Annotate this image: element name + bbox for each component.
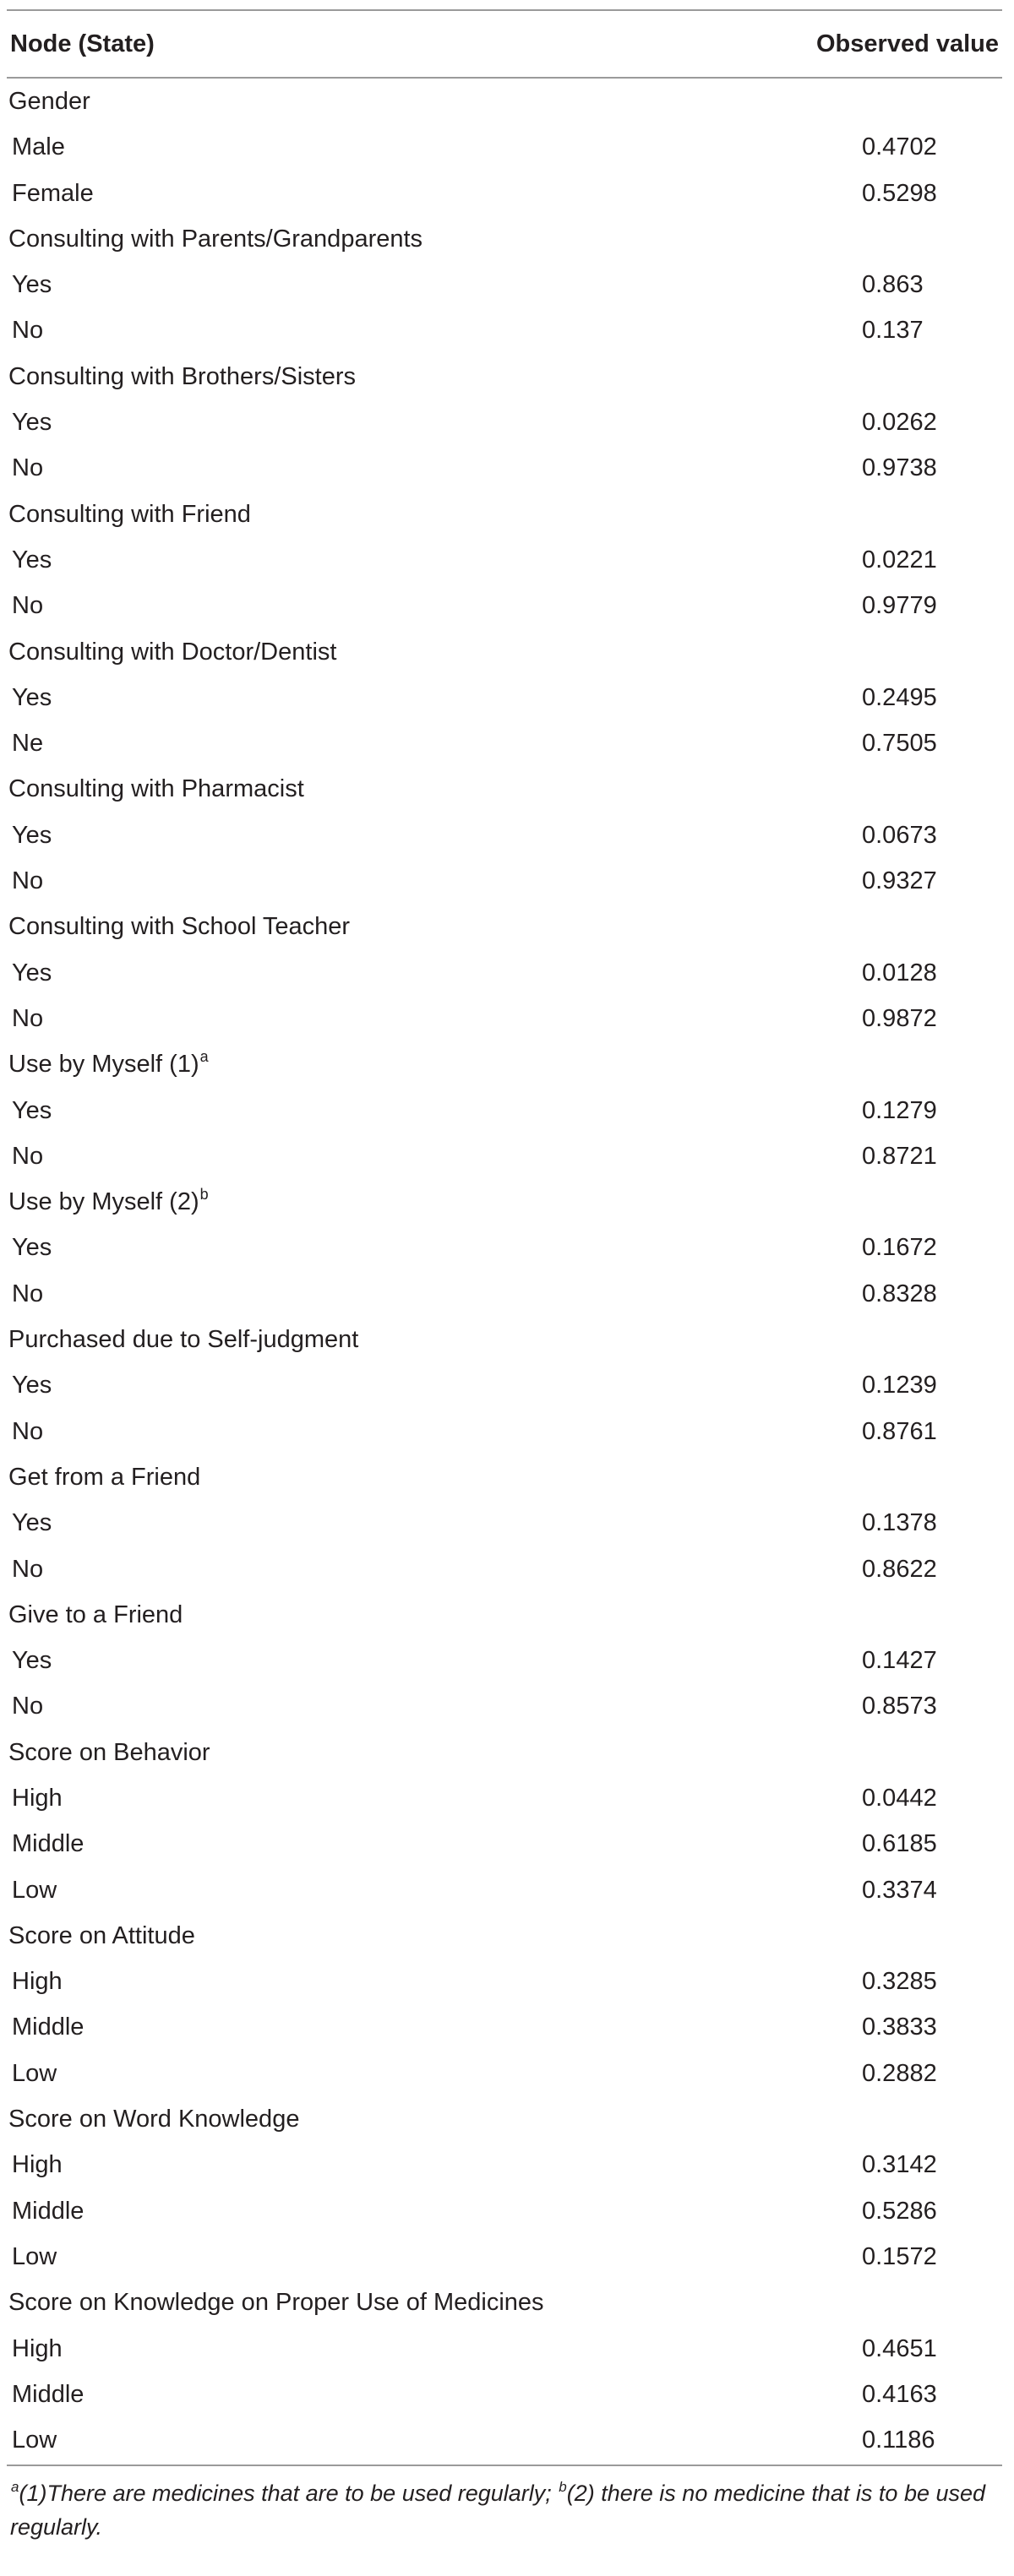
- observed-value: 0.0673: [862, 821, 937, 849]
- state-row: [7, 171, 1002, 216]
- node-name: Score on Attitude: [8, 1921, 195, 1949]
- state-row: [7, 1225, 1002, 1270]
- state-row: [7, 1959, 1002, 2004]
- state-row: [7, 1683, 1002, 1729]
- bottom-rule: [7, 2465, 1002, 2466]
- observed-value: 0.6185: [862, 1830, 937, 1858]
- state-row: [7, 445, 1002, 491]
- state-label: No: [12, 1280, 44, 1307]
- state-row: [7, 720, 1002, 766]
- state-row: [7, 2417, 1002, 2463]
- node-label: [8, 2096, 299, 2142]
- observed-value: 0.1672: [862, 1234, 937, 1262]
- observed-value: 0.137: [862, 317, 924, 345]
- observed-value: 0.0128: [862, 959, 937, 986]
- state-label: High: [12, 2334, 63, 2362]
- state-label: Yes: [12, 683, 52, 711]
- state-row: [7, 2188, 1002, 2234]
- node-name: Get from a Friend: [8, 1463, 201, 1491]
- state-label: Yes: [12, 1096, 52, 1124]
- observed-value: 0.0262: [862, 409, 937, 437]
- state-row: [7, 675, 1002, 720]
- state-label: Yes: [12, 1234, 52, 1262]
- observed-value: 0.8622: [862, 1555, 937, 1583]
- state-label: Female: [12, 179, 94, 207]
- observed-value: 0.5286: [862, 2197, 937, 2225]
- observed-value: 0.8328: [862, 1280, 937, 1307]
- observed-value: 0.2495: [862, 683, 937, 711]
- node-name: Give to a Friend: [8, 1600, 183, 1628]
- state-row: [7, 950, 1002, 996]
- observed-value: 0.1279: [862, 1096, 937, 1124]
- state-label: No: [12, 867, 44, 895]
- state-label: Male: [12, 133, 65, 161]
- node-footnote-mark: b: [199, 1186, 209, 1204]
- state-label: No: [12, 1555, 44, 1583]
- observed-value: 0.0442: [862, 1784, 937, 1812]
- state-label: No: [12, 1004, 44, 1032]
- state-label: No: [12, 1142, 44, 1170]
- state-row: [7, 537, 1002, 583]
- node-row: [7, 1592, 1002, 1638]
- node-row: [7, 1730, 1002, 1775]
- footnote-text-b: (2) there is no medicine that is to be used regularly.: [10, 2481, 986, 2541]
- table-footnote: [7, 2466, 1002, 2544]
- state-row: [7, 2142, 1002, 2187]
- observed-value: 0.8573: [862, 1693, 937, 1720]
- node-label: [8, 2280, 544, 2325]
- node-label: [8, 492, 251, 537]
- node-name: Use by Myself (2): [8, 1188, 199, 1216]
- node-label: [8, 1179, 209, 1225]
- state-label: Middle: [12, 2014, 84, 2041]
- node-row: [7, 1913, 1002, 1959]
- node-row: [7, 1317, 1002, 1362]
- state-row: [7, 1088, 1002, 1133]
- state-row: [7, 1775, 1002, 1821]
- node-row: [7, 492, 1002, 537]
- observed-value: 0.1186: [862, 2427, 935, 2454]
- observed-value: 0.3833: [862, 2014, 937, 2041]
- node-row: [7, 629, 1002, 675]
- observed-value: 0.3374: [862, 1876, 937, 1904]
- state-label: Yes: [12, 959, 52, 986]
- observed-value: 0.4702: [862, 133, 937, 161]
- state-row: [7, 1867, 1002, 1913]
- node-name: Score on Behavior: [8, 1738, 210, 1766]
- state-label: Low: [12, 2427, 57, 2454]
- node-label: [8, 904, 350, 949]
- node-name: Purchased due to Self-judgment: [8, 1326, 359, 1354]
- node-label: [8, 79, 90, 124]
- node-row: [7, 1179, 1002, 1225]
- observed-value: 0.1572: [862, 2242, 937, 2270]
- node-row: [7, 904, 1002, 949]
- state-row: [7, 1546, 1002, 1592]
- node-name: Consulting with Pharmacist: [8, 775, 304, 803]
- node-label: [8, 354, 356, 399]
- state-label: Yes: [12, 821, 52, 849]
- observed-value: 0.5298: [862, 179, 937, 207]
- node-name: Consulting with School Teacher: [8, 913, 351, 941]
- column-header-observed-value: Observed value: [816, 30, 999, 57]
- node-name: Consulting with Doctor/Dentist: [8, 638, 337, 666]
- state-label: Yes: [12, 1647, 52, 1675]
- node-name: Consulting with Friend: [8, 500, 251, 528]
- node-name: Score on Word Knowledge: [8, 2106, 300, 2133]
- node-name: Gender: [8, 88, 90, 115]
- state-row: [7, 124, 1002, 170]
- observed-value: 0.8721: [862, 1142, 937, 1170]
- footnote-mark-b: b: [559, 2479, 567, 2496]
- observed-value: 0.9872: [862, 1004, 937, 1032]
- node-label: [8, 1913, 195, 1959]
- state-label: Yes: [12, 1509, 52, 1537]
- state-row: [7, 399, 1002, 445]
- node-row: [7, 354, 1002, 399]
- state-label: High: [12, 1784, 63, 1812]
- observed-value: 0.3142: [862, 2151, 937, 2179]
- observed-value: 0.4163: [862, 2380, 937, 2408]
- state-row: [7, 1271, 1002, 1317]
- node-name: Score on Knowledge on Proper Use of Medicines: [8, 2289, 544, 2317]
- state-label: No: [12, 317, 44, 345]
- observed-value: 0.1239: [862, 1372, 937, 1399]
- node-row: [7, 766, 1002, 812]
- state-label: Middle: [12, 2197, 84, 2225]
- state-label: Ne: [12, 730, 44, 758]
- state-label: Low: [12, 1876, 57, 1904]
- state-label: Middle: [12, 1830, 84, 1858]
- state-row: [7, 858, 1002, 904]
- state-row: [7, 2326, 1002, 2372]
- state-row: [7, 2051, 1002, 2096]
- observed-value: 0.9738: [862, 454, 937, 482]
- state-row: [7, 1362, 1002, 1408]
- state-label: Middle: [12, 2380, 84, 2408]
- state-row: [7, 1133, 1002, 1179]
- node-label: [8, 1317, 358, 1362]
- node-row: [7, 1454, 1002, 1500]
- observed-value: 0.9779: [862, 592, 937, 620]
- node-row: [7, 79, 1002, 124]
- footnote-text-a: (1)There are medicines that are to be used regularly;: [19, 2481, 559, 2507]
- node-footnote-mark: a: [199, 1048, 209, 1066]
- node-label: [8, 1454, 200, 1500]
- state-label: No: [12, 1693, 44, 1720]
- state-label: Yes: [12, 271, 52, 299]
- table-header: [7, 11, 1002, 77]
- node-row: [7, 216, 1002, 262]
- state-row: [7, 812, 1002, 858]
- observed-value: 0.0221: [862, 546, 937, 573]
- state-label: High: [12, 1968, 63, 1996]
- node-label: [8, 1592, 183, 1638]
- column-header-node-state: Node (State): [10, 30, 155, 57]
- state-row: [7, 307, 1002, 353]
- state-row: [7, 262, 1002, 307]
- observed-values-table: [7, 9, 1002, 2466]
- state-row: [7, 1500, 1002, 1546]
- observed-value: 0.4651: [862, 2334, 937, 2362]
- state-row: [7, 2372, 1002, 2417]
- node-label: [8, 1041, 209, 1087]
- state-row: [7, 1409, 1002, 1454]
- state-label: Yes: [12, 409, 52, 437]
- state-label: No: [12, 592, 44, 620]
- node-row: [7, 2096, 1002, 2142]
- state-row: [7, 2234, 1002, 2280]
- table-body: [7, 79, 1002, 2463]
- state-row: [7, 996, 1002, 1041]
- observed-value: 0.1427: [862, 1647, 937, 1675]
- state-label: High: [12, 2151, 63, 2179]
- observed-value: 0.9327: [862, 867, 937, 895]
- state-row: [7, 1821, 1002, 1867]
- observed-value: 0.7505: [862, 730, 937, 758]
- state-row: [7, 1638, 1002, 1683]
- observed-value: 0.1378: [862, 1509, 937, 1537]
- observed-value: 0.8761: [862, 1417, 937, 1445]
- observed-value: 0.863: [862, 271, 924, 299]
- node-name: Consulting with Brothers/Sisters: [8, 362, 356, 390]
- state-label: Yes: [12, 1372, 52, 1399]
- footnote-mark-a: a: [11, 2479, 19, 2496]
- node-name: Use by Myself (1): [8, 1051, 199, 1079]
- node-name: Consulting with Parents/Grandparents: [8, 225, 423, 253]
- node-label: [8, 216, 422, 262]
- state-label: Low: [12, 2059, 57, 2087]
- state-label: Low: [12, 2242, 57, 2270]
- state-label: No: [12, 454, 44, 482]
- state-label: Yes: [12, 546, 52, 573]
- state-row: [7, 583, 1002, 628]
- node-row: [7, 2280, 1002, 2325]
- node-label: [8, 1730, 210, 1775]
- state-label: No: [12, 1417, 44, 1445]
- state-row: [7, 2004, 1002, 2050]
- node-label: [8, 629, 336, 675]
- node-label: [8, 766, 304, 812]
- observed-value: 0.2882: [862, 2059, 937, 2087]
- node-row: [7, 1041, 1002, 1087]
- observed-value: 0.3285: [862, 1968, 937, 1996]
